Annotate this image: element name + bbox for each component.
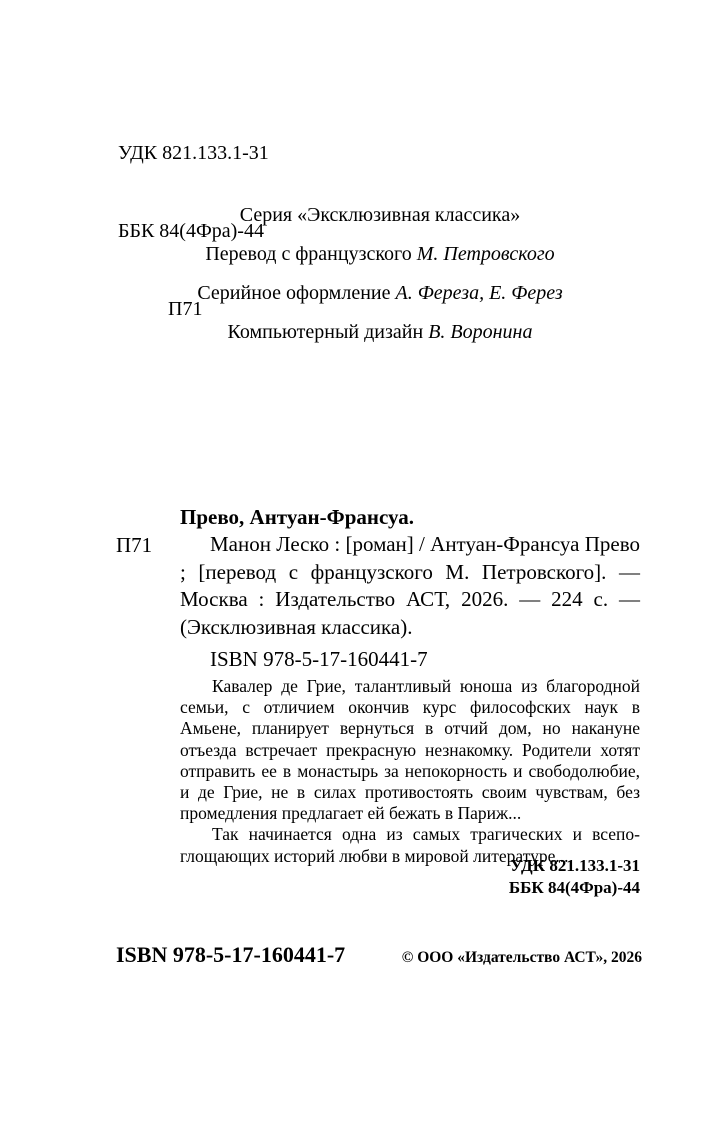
translator-name: М. Петровского <box>416 243 555 265</box>
series-credits-block <box>118 203 642 359</box>
biblio-author-code: П71 <box>116 533 153 557</box>
footer-row <box>116 942 642 968</box>
udk-code: УДК 821.133.1-31 <box>118 142 269 164</box>
biblio-isbn: ISBN 978-5-17-160441-7 <box>210 647 428 671</box>
computer-designer-name: В. Воронина <box>428 321 533 343</box>
translation-credit <box>118 242 642 266</box>
annotation-paragraph-2: Так начинается одна из самых трагических и всепоглощающих историй любви в мировой литературе... <box>180 824 640 866</box>
design-label: Серийное оформление <box>197 282 396 304</box>
series-design-credit <box>118 281 642 305</box>
computer-design-credit <box>118 320 642 344</box>
annotation-block <box>180 676 640 867</box>
bbk-code-bottom: ББК 84(4Фра)-44 <box>508 878 640 897</box>
biblio-description: Манон Леско : [роман] / Антуан-Франсуа Прево ; [перевод с французского М. Петровского]. — Москва : Издательство АСТ, 2026. — 224 с. — (Эксклюзивная классика). <box>180 532 640 639</box>
biblio-author-heading: Прево, Антуан-Франсуа. <box>180 505 414 529</box>
computer-design-label: Компьютерный дизайн <box>227 321 429 343</box>
translation-label: Перевод с французского <box>205 243 417 265</box>
designer-names: А. Фереза, Е. Ферез <box>395 282 563 304</box>
bbk-code: ББК 84(4Фра)-44 <box>118 220 264 242</box>
footer-copyright: © ООО «Издательство АСТ», 2026 <box>401 949 642 966</box>
author-sign-code: П71 <box>168 298 203 320</box>
udk-code-bottom: УДК 821.133.1-31 <box>510 856 640 875</box>
footer-isbn: ISBN 978-5-17-160441-7 <box>116 942 346 967</box>
classification-codes-bottom <box>118 855 640 899</box>
series-title: Серия «Эксклюзивная классика» <box>239 204 521 226</box>
annotation-paragraph-1: Кавалер де Грие, талантливый юноша из благородной семьи, с отличием окончив курс философских наук в Амьене, планирует вернуться в отчий дом, но накануне отъезда встречает прекрасную незнакомку. Родители хотят отправить ее в монастырь за непокорность и свободолюбие, и де Грие, не в силах противостоять своим чувствам, без промедления предлагает ей бежать в Париж... <box>180 676 640 824</box>
